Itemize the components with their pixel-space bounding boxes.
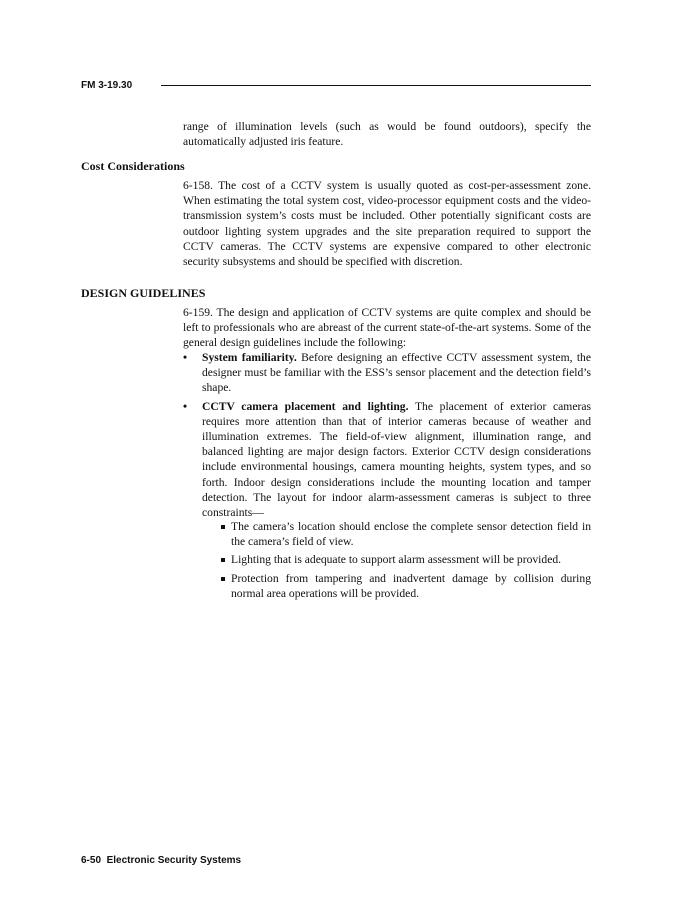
guideline-system-familiarity [183, 350, 591, 396]
bullet-icon: • [183, 351, 188, 364]
constraint-list [231, 519, 591, 604]
design-guidelines-heading: DESIGN GUIDELINES [81, 286, 206, 300]
guideline-text: Before designing an effective CCTV assessment system, the designer must be familiar with the ESS’s sensor placement and the detection field’s shape. [202, 351, 591, 395]
header-rule [161, 85, 591, 86]
page-header [81, 80, 591, 92]
constraint-item [231, 571, 591, 601]
square-bullet-icon [221, 558, 225, 562]
guideline-camera-placement [183, 399, 591, 521]
square-bullet-icon [221, 525, 225, 529]
page-footer: 6-50 Electronic Security Systems [81, 855, 242, 866]
document-id: FM 3-19.30 [81, 80, 133, 91]
constraint-item [231, 552, 591, 567]
constraint-text: The camera’s location should enclose the complete sensor detection field in the camera’s field of view. [231, 520, 591, 549]
square-bullet-icon [221, 577, 225, 581]
constraint-item [231, 519, 591, 549]
constraint-text: Protection from tampering and inadvertent damage by collision during normal area operations will be provided. [231, 571, 591, 600]
bullet-icon: • [183, 399, 188, 413]
cost-paragraph: 6-158. The cost of a CCTV system is usually quoted as cost-per-assessment zone. When estimating the total system cost, video-processor equipment costs and the video-transmission system’s costs must be included. Other potentially significant costs are outdoor lighting system upgrades and the site preparation required to support the CCTV cameras. The CCTV systems are expensive compared to other electronic security subsystems and should be specified with discretion. [183, 179, 591, 269]
intro-paragraph: range of illumination levels (such as would be found outdoors), specify the automatically adjusted iris feature. [183, 120, 591, 149]
cost-considerations-heading: Cost Considerations [81, 159, 185, 173]
guideline-title: System familiarity. [202, 351, 297, 364]
guideline-text: The placement of exterior cameras requires more attention than that of interior cameras because of weather and illumination extremes. The field-of-view alignment, illumination range, and balanced lighting are major design factors. Exterior CCTV design considerations include environmental housings, camera mounting heights, system types, and so forth. Indoor design considerations include the mounting location and tamper detection. The layout for indoor alarm-assessment cameras is subject to three constraints— [202, 399, 591, 520]
guideline-title: CCTV camera placement and lighting. [202, 399, 409, 413]
constraint-text: Lighting that is adequate to support alarm assessment will be provided. [231, 553, 562, 567]
guideline-list [183, 350, 591, 523]
design-paragraph: 6-159. The design and application of CCTV systems are quite complex and should be left to professionals who are abreast of the current state-of-the-art systems. Some of the general design guidelines include the following: [183, 306, 591, 350]
